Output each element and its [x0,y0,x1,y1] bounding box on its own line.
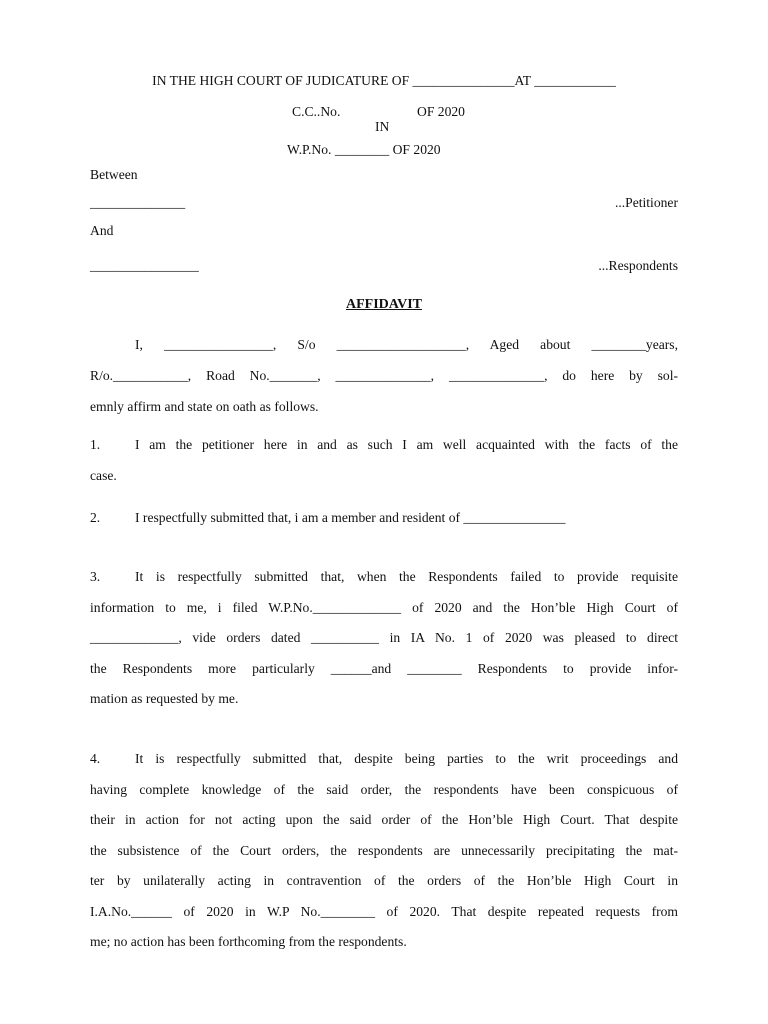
paragraph-line: the subsistence of the Court orders, the respondents are unnecessarily precipitating the mat- [90,843,678,858]
paragraph-line: It is respectfully submitted that, despite being parties to the writ proceedings and [135,751,678,766]
cc-year-label: OF 2020 [417,104,465,119]
paragraph-line: having complete knowledge of the said order, the respondents have been conspicuous of [90,782,678,797]
court-heading: IN THE HIGH COURT OF JUDICATURE OF _______________AT ____________ [152,73,616,88]
in-label: IN [375,119,390,134]
respondents-blank: ________________ [90,258,199,273]
paragraph-line: mation as requested by me. [90,691,239,706]
paragraph-line: me; no action has been forthcoming from the respondents. [90,934,407,949]
paragraph-line: ter by unilaterally acting in contravention of the orders of the Hon’ble High Court in [90,873,678,888]
paragraph-number: 1. [90,437,101,452]
paragraph-line: I am the petitioner here in and as such I am well acquainted with the facts of the [135,437,678,452]
cc-number-label: C.C..No. [292,104,341,119]
and-label: And [90,223,114,238]
paragraph-line: information to me, i filed W.P.No._____________ of 2020 and the Hon’ble High Court of [90,600,678,615]
paragraph-line: the Respondents more particularly ______and ________ Respondents to provide infor- [90,661,678,676]
paragraph-number: 2. [90,510,101,525]
respondents-label: ...Respondents [598,258,678,273]
paragraph-number: 4. [90,751,101,766]
wp-number-line: W.P.No. ________ OF 2020 [287,142,441,157]
paragraph-number: 3. [90,569,101,584]
between-label: Between [90,167,138,182]
paragraph-line: I respectfully submitted that, i am a member and resident of _______________ [135,510,566,525]
paragraph-line: It is respectfully submitted that, when the Respondents failed to provide requisite [135,569,678,584]
document-title: AFFIDAVIT [346,297,422,312]
intro-line: emnly affirm and state on oath as follows. [90,399,319,414]
petitioner-label: ...Petitioner [614,195,678,210]
paragraph-line: their in action for not acting upon the said order of the Hon’ble High Court. That despite [90,812,678,827]
intro-line: I, ________________, S/o ___________________, Aged about ________years, [135,337,678,352]
intro-line: R/o.___________, Road No._______, ______________, ______________, do here by sol- [90,368,678,383]
paragraph-line: I.A.No.______ of 2020 in W.P No.________ of 2020. That despite repeated requests from [90,904,678,919]
paragraph-line: _____________, vide orders dated __________ in IA No. 1 of 2020 was pleased to direct [90,630,678,645]
petitioner-blank: ______________ [90,195,186,210]
paragraph-line: case. [90,468,117,483]
